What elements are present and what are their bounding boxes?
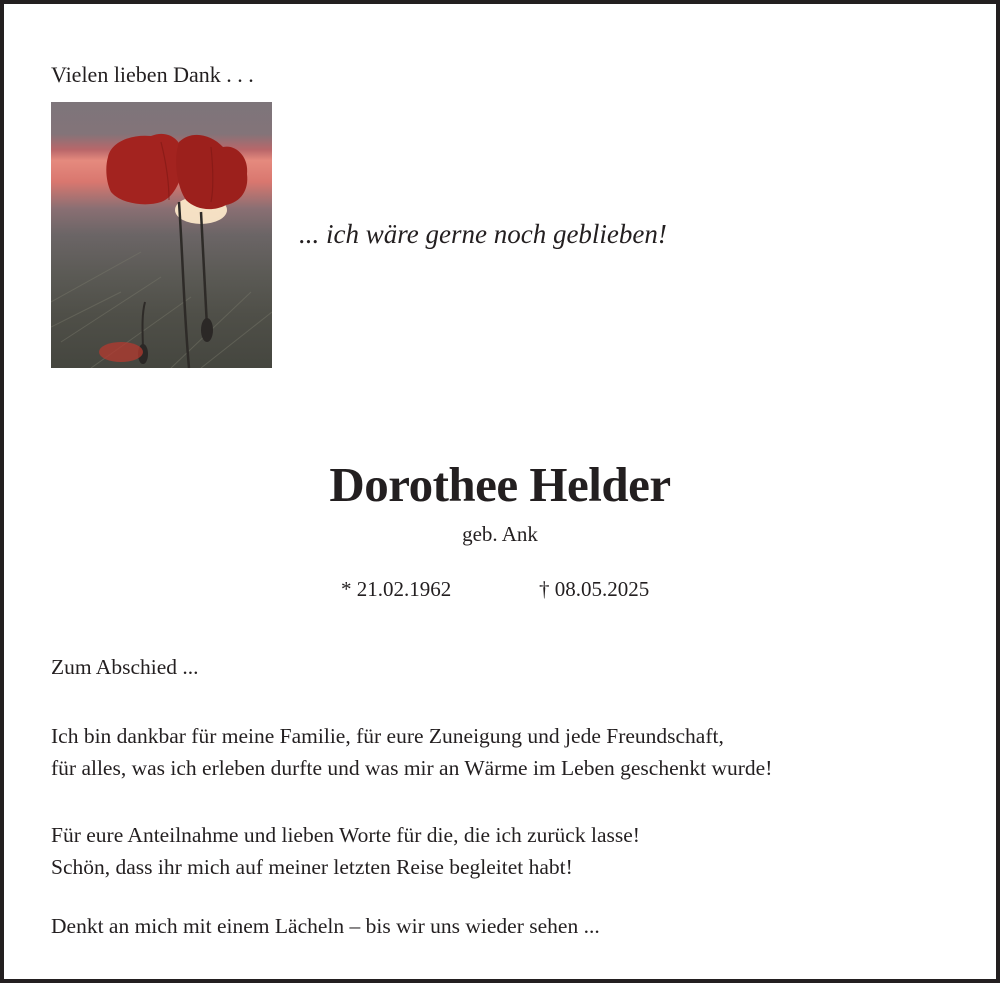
farewell-heading (51, 651, 199, 683)
poppy-image-icon (51, 102, 272, 368)
memorial-quote: ... ich wäre gerne noch geblieben! (299, 219, 667, 249)
death-date: † 08.05.2025 (539, 577, 650, 601)
deceased-name: Dorothee Helder (329, 457, 671, 512)
text-line: Für eure Anteilnahme und lieben Worte für die, die ich zurück lasse! (51, 823, 640, 847)
intro-text: Vielen lieben Dank . . . (51, 62, 254, 87)
text-line: Denkt an mich mit einem Lächeln – bis wir uns wieder sehen ... (51, 914, 600, 938)
closing-line (51, 910, 600, 942)
text-line: für alles, was ich erleben durfte und was mir an Wärme im Leben geschenkt wurde! (51, 756, 773, 780)
text-line: Schön, dass ihr mich auf meiner letzten Reise begleitet habt! (51, 855, 573, 879)
maiden-name: geb. Ank (462, 522, 538, 546)
condolence-paragraph (51, 819, 640, 883)
text-line: Zum Abschied ... (51, 655, 199, 679)
gratitude-paragraph (51, 720, 772, 784)
poppy-photo (51, 102, 272, 368)
birth-date: * 21.02.1962 (341, 577, 452, 601)
text-line: Ich bin dankbar für meine Familie, für eure Zuneigung und jede Freundschaft, (51, 724, 724, 748)
